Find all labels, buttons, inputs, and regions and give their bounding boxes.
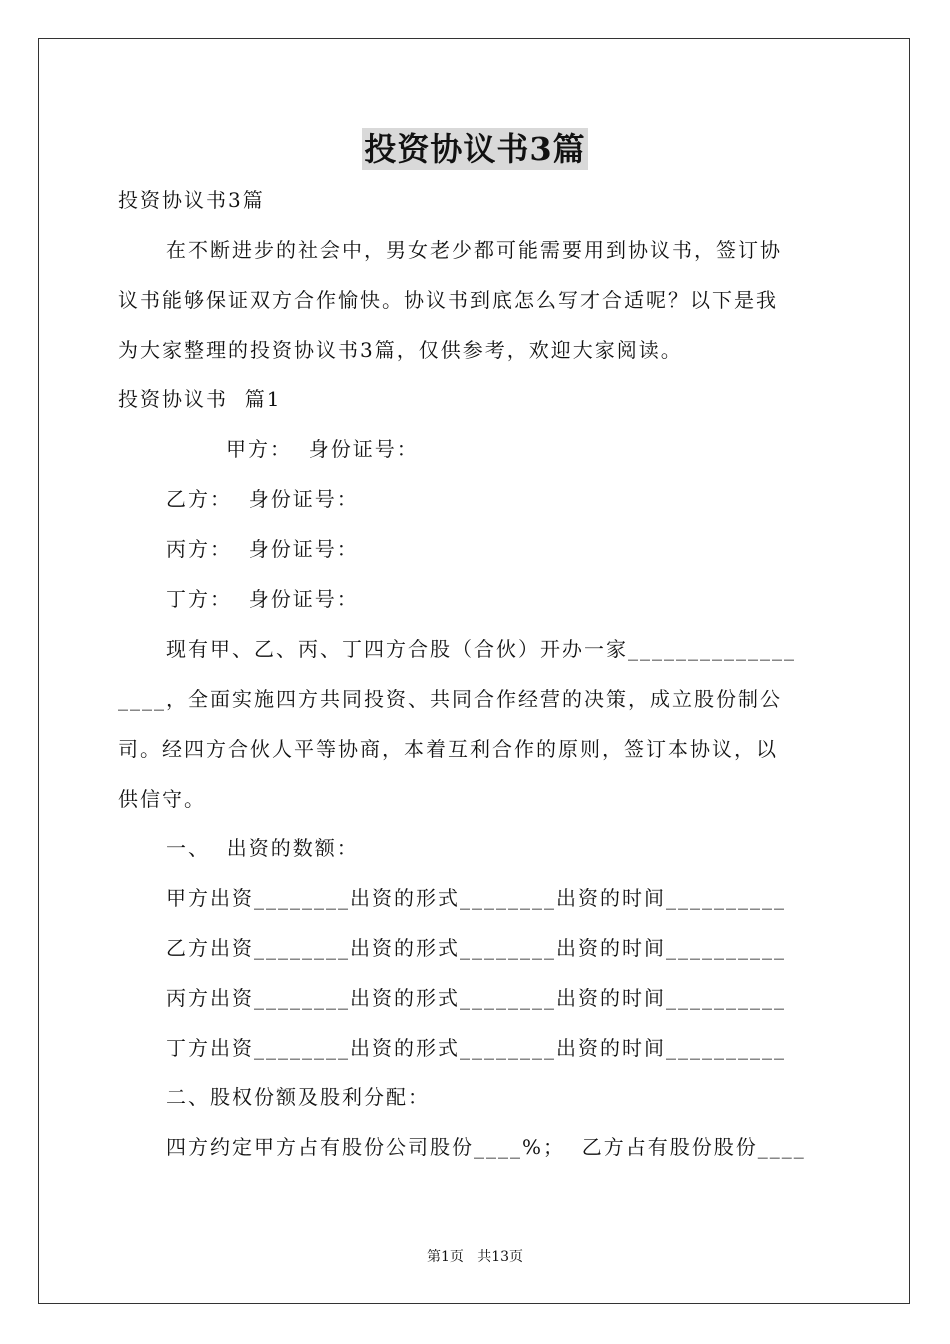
title-container xyxy=(0,128,950,170)
page-footer: 第1页 共13页 xyxy=(426,1249,524,1265)
party-d-line: 丁方： 身份证号： xyxy=(166,587,359,611)
investment-row-b: 乙方出资________出资的形式________出资的时间__________ xyxy=(166,936,786,960)
body-line-2: ____，全面实施四方共同投资、共同合作经营的决策，成立股份制公 xyxy=(118,687,782,711)
investment-row-d: 丁方出资________出资的形式________出资的时间__________ xyxy=(166,1036,786,1060)
share-line: 四方约定甲方占有股份公司股份____%； 乙方占有股份股份____ xyxy=(166,1135,806,1159)
body-line-3: 司。经四方合伙人平等协商，本着互利合作的原则，签订本协议，以 xyxy=(118,737,778,761)
clause-2-heading: 二、股权份额及股利分配： xyxy=(166,1085,430,1109)
intro-line-3: 为大家整理的投资协议书3篇，仅供参考，欢迎大家阅读。 xyxy=(118,338,683,362)
page-border xyxy=(38,38,910,1304)
party-a-line: 甲方： 身份证号： xyxy=(226,437,419,461)
investment-row-c: 丙方出资________出资的形式________出资的时间__________ xyxy=(166,986,786,1010)
intro-line-1: 在不断进步的社会中，男女老少都可能需要用到协议书，签订协 xyxy=(166,238,782,262)
intro-line-2: 议书能够保证双方合作愉快。协议书到底怎么写才合适呢？以下是我 xyxy=(118,288,778,312)
section-heading: 投资协议书 篇1 xyxy=(118,387,282,411)
body-line-4: 供信守。 xyxy=(118,787,206,811)
party-b-line: 乙方： 身份证号： xyxy=(166,487,359,511)
clause-1-heading: 一、 出资的数额： xyxy=(166,836,359,860)
body-line-1: 现有甲、乙、丙、丁四方合股（合伙）开办一家______________ xyxy=(166,637,796,661)
investment-row-a: 甲方出资________出资的形式________出资的时间__________ xyxy=(166,886,786,910)
document-title: 投资协议书3篇 xyxy=(364,130,586,168)
party-c-line: 丙方： 身份证号： xyxy=(166,537,359,561)
subtitle-line: 投资协议书3篇 xyxy=(118,188,265,212)
